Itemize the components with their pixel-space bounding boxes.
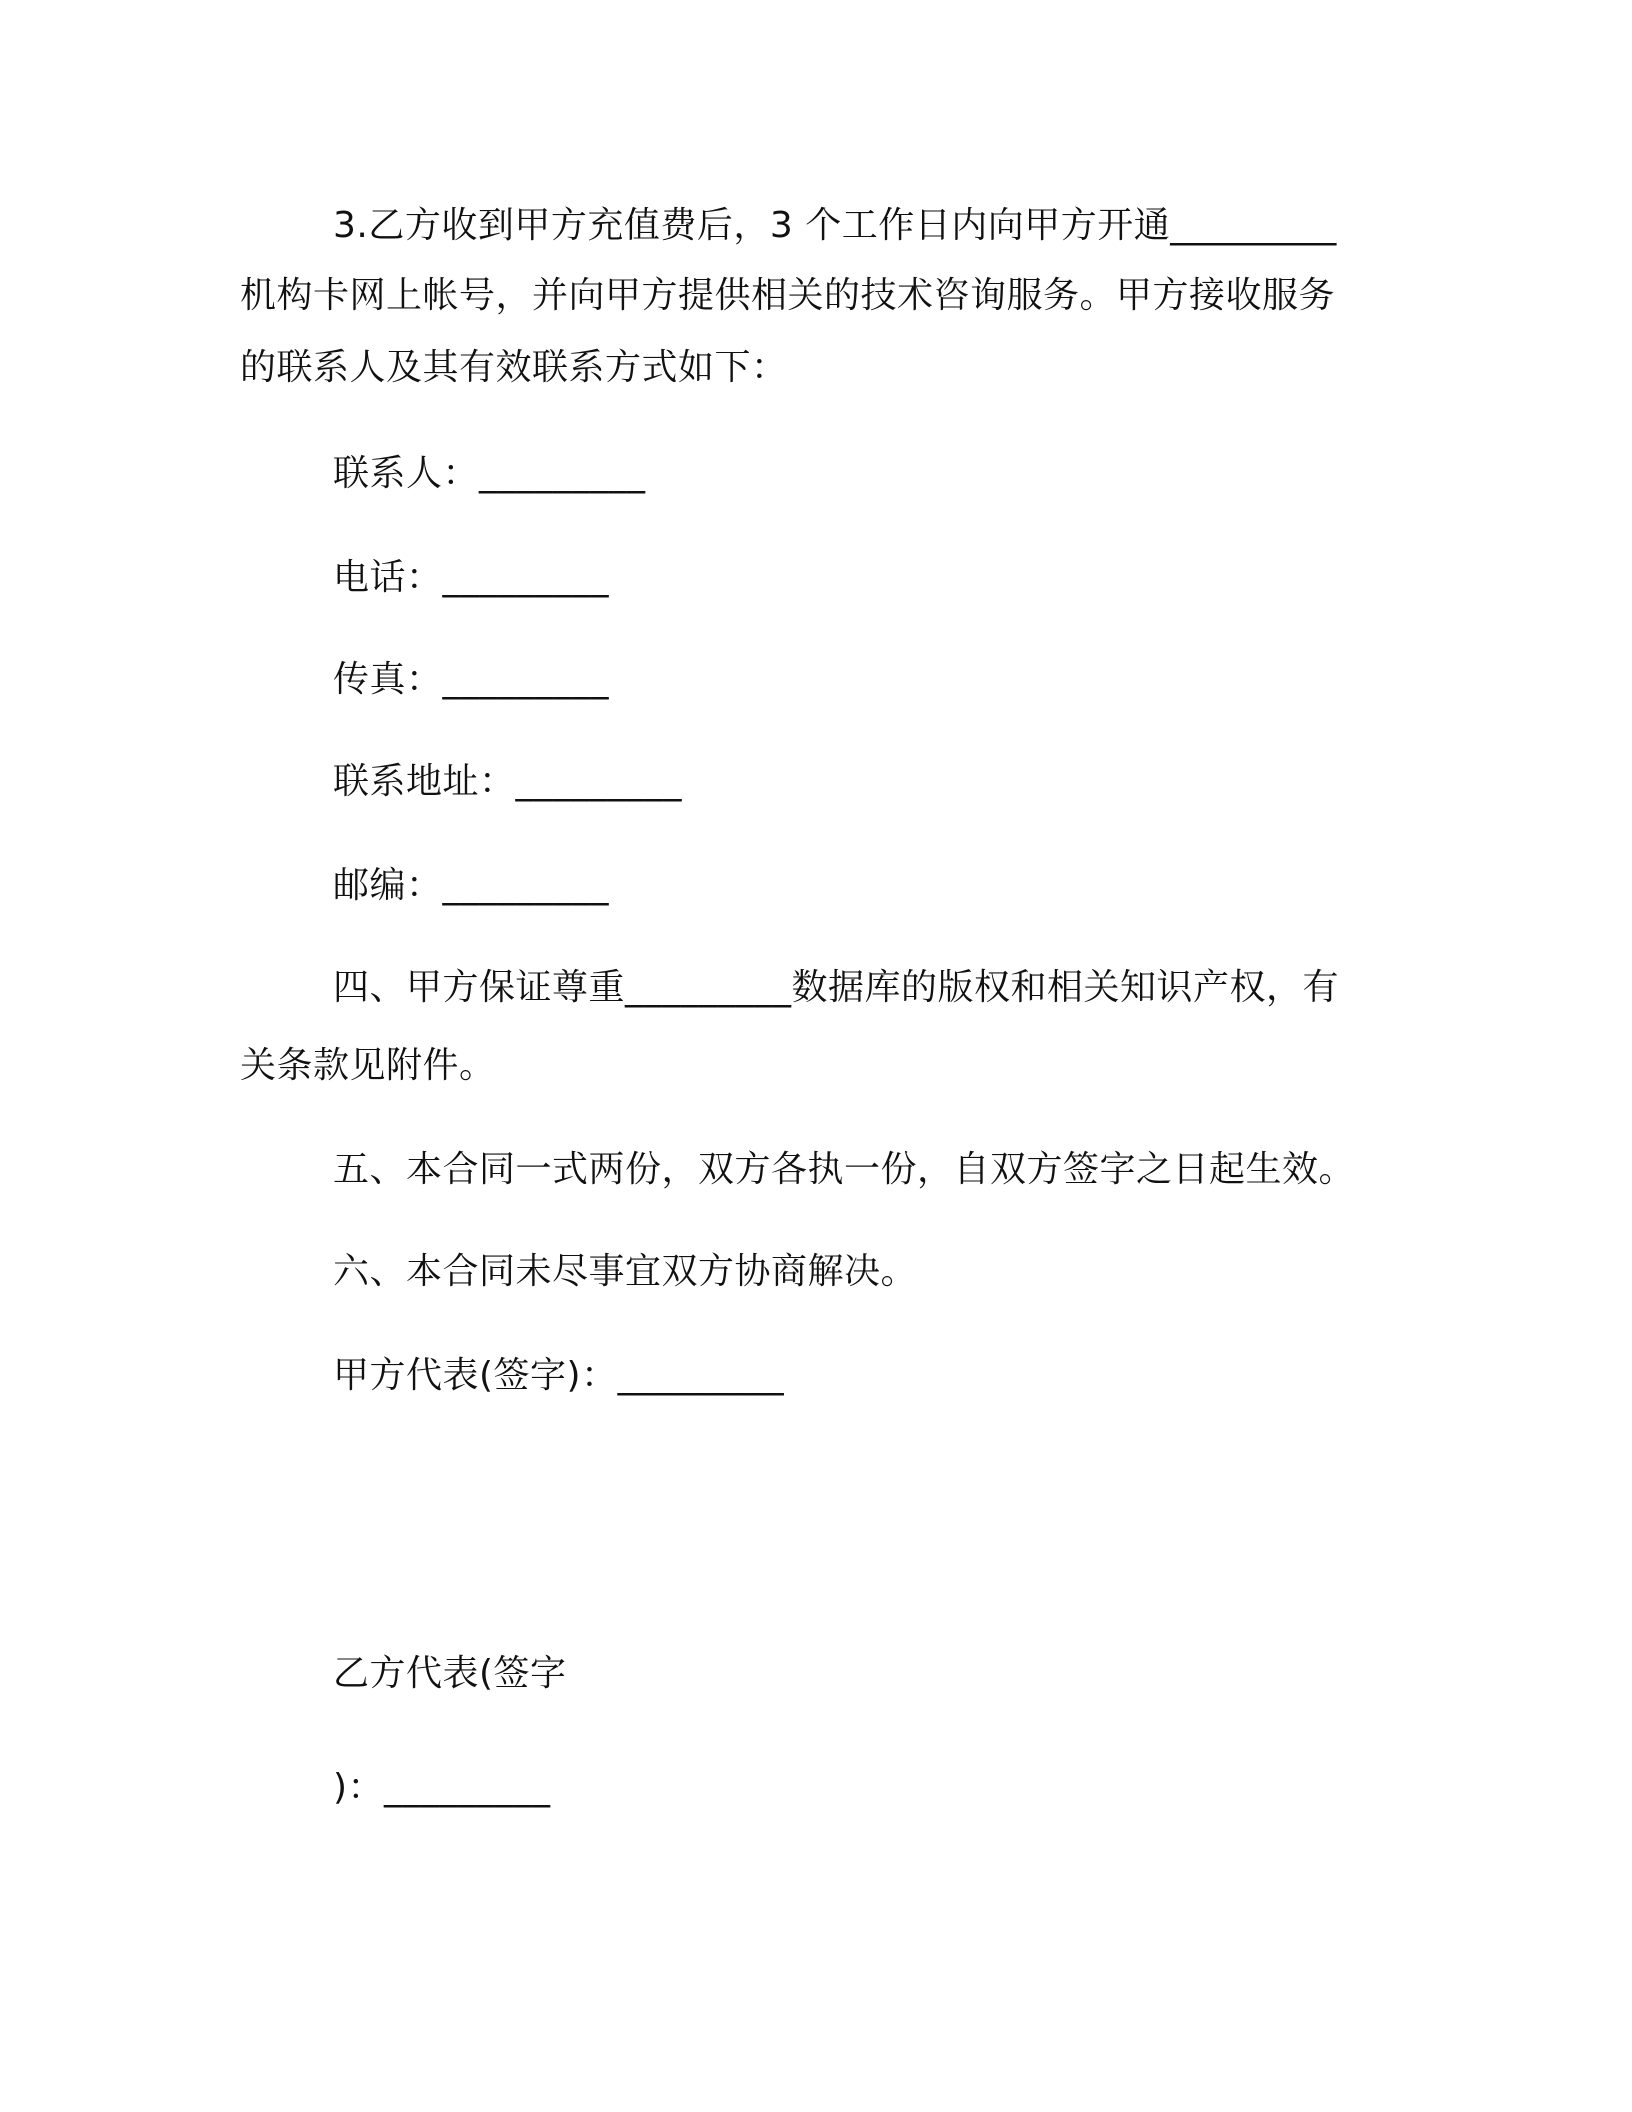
fax-line: 传真：_________ xyxy=(333,659,610,700)
clause6-line: 六、本合同未尽事宜双方协商解决。 xyxy=(333,1251,918,1292)
address-line: 联系地址：_________ xyxy=(333,761,683,802)
party-a-signature-line: 甲方代表(签字)：_________ xyxy=(333,1355,785,1396)
clause3-line3: 的联系人及其有效联系方式如下： xyxy=(240,347,788,388)
postcode-line: 邮编：_________ xyxy=(333,865,610,906)
clause3-line1: 3.乙方收到甲方充值费后，3 个工作日内向甲方开通_________ xyxy=(333,205,1337,246)
clause3-line2: 机构卡网上帐号，并向甲方提供相关的技术咨询服务。甲方接收服务 xyxy=(240,275,1336,316)
clause5-line: 五、本合同一式两份，双方各执一份，自双方签字之日起生效。 xyxy=(333,1149,1356,1190)
party-b-signature-line2: )：_________ xyxy=(333,1767,551,1808)
contact-person-line: 联系人：_________ xyxy=(333,453,646,494)
clause4-line2: 关条款见附件。 xyxy=(240,1045,496,1086)
clause4-line1: 四、甲方保证尊重_________数据库的版权和相关知识产权，有 xyxy=(333,967,1340,1008)
party-b-signature-line1: 乙方代表(签字 xyxy=(333,1653,567,1694)
phone-line: 电话：_________ xyxy=(333,557,610,598)
